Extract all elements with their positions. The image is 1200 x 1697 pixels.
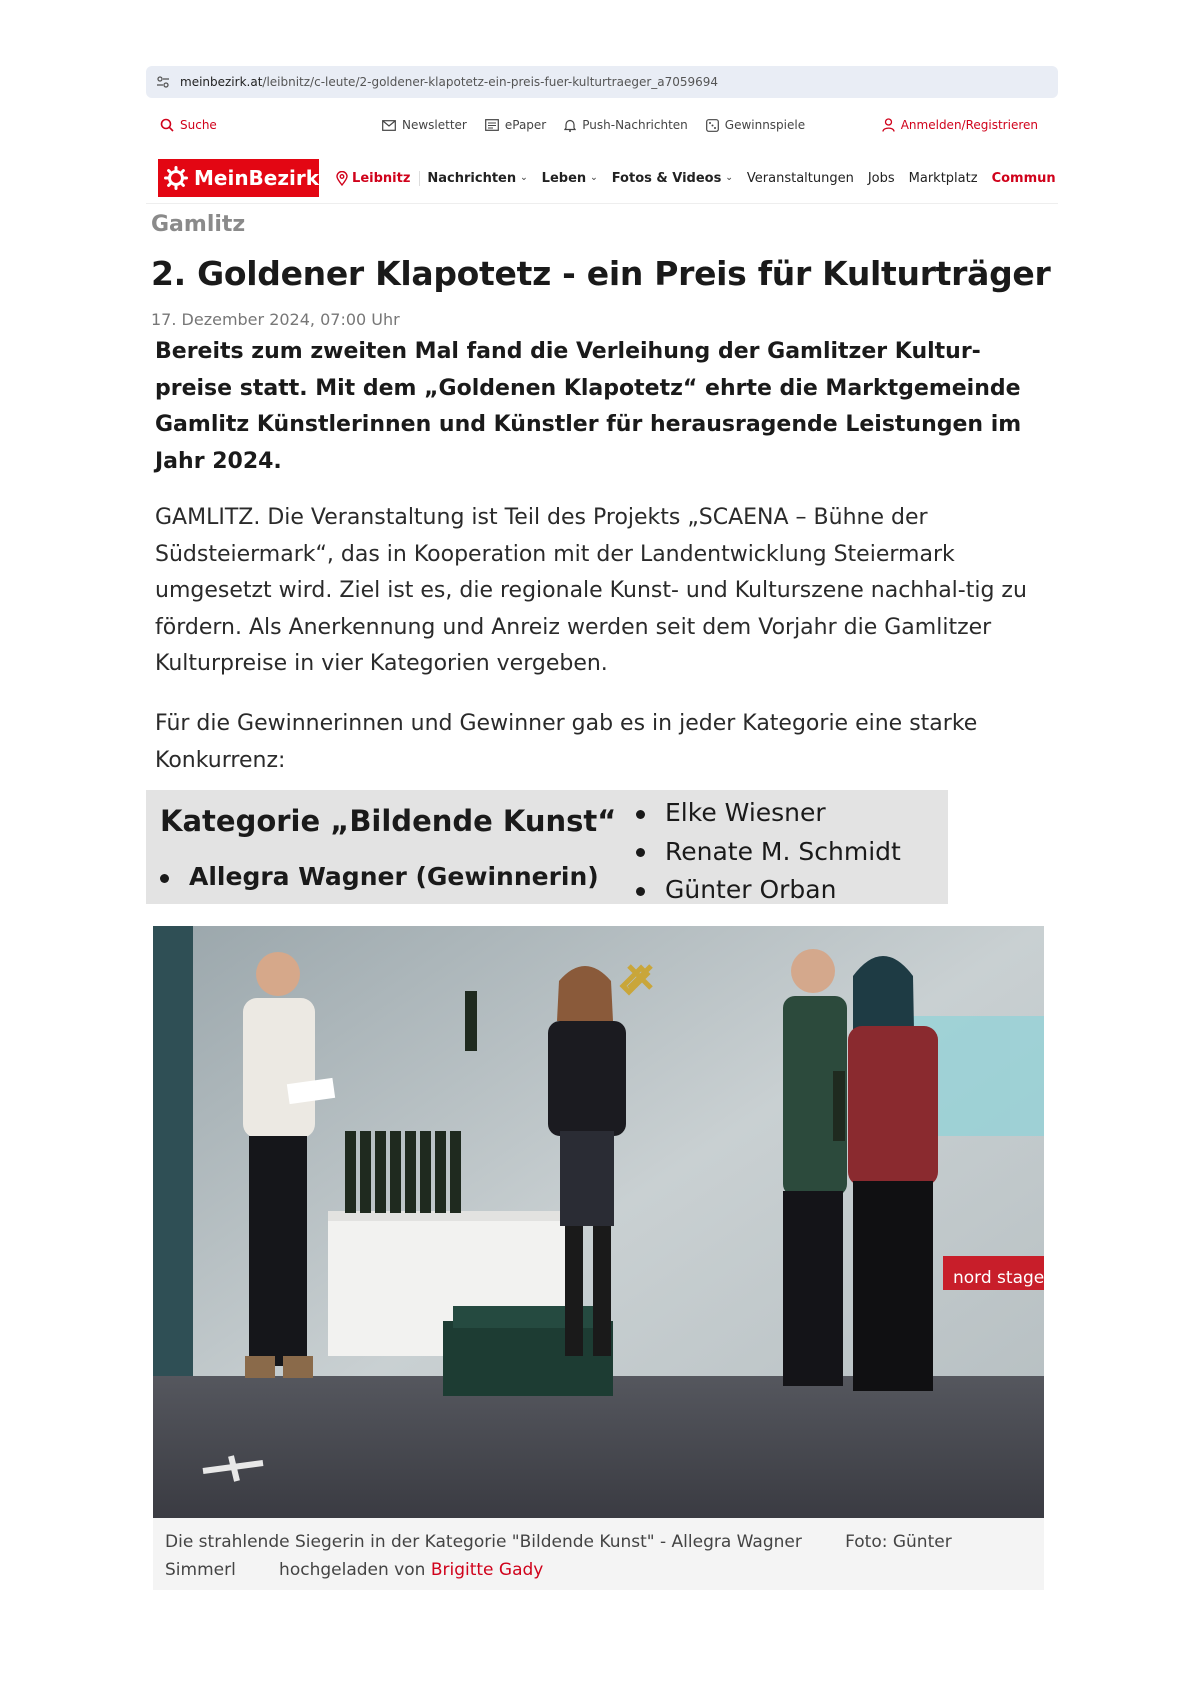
bullet-icon	[636, 887, 645, 896]
photo-credit: Foto: Günter Simmerl	[165, 1532, 952, 1580]
caption-text: Die strahlende Siegerin in der Kategorie "Bildende Kunst" - Allegra Wagner	[165, 1532, 802, 1552]
push-notifications-link[interactable]: Push-Nachrichten	[564, 118, 688, 132]
login-register-link[interactable]: Anmelden/Registrieren	[882, 118, 1038, 132]
main-navigation	[146, 156, 1058, 200]
article-lead: Bereits zum zweiten Mal fand die Verleihung der Gamlitzer Kultur-preise statt. Mit dem „Goldenen Klapotetz“ ehrte die Marktgemeinde Gamlitz Künstlerinnen und Künstler für herausragende Leistungen im Jahr 2024.	[155, 339, 1022, 474]
category-box	[146, 790, 948, 904]
category-winner: Allegra Wagner (Gewinnerin)	[160, 862, 599, 891]
sweepstakes-link[interactable]: Gewinnspiele	[706, 118, 805, 132]
article-paragraph: GAMLITZ. Die Veranstaltung ist Teil des Projekts „SCAENA – Bühne der Südsteiermark“, das in Kooperation mit der Landentwicklung Steiermark umgesetzt wird. Ziel ist es, die regionale Kunst- und Kulturszene nachhal-tig zu fördern. Als Anerkennung und Anreiz werden seit dem Vorjahr die Gamlitzer Kulturpreise in vier Kategorien vergeben.	[155, 505, 1027, 676]
nav-veranstaltungen[interactable]: Veranstaltungen	[746, 170, 854, 186]
top-links	[382, 118, 805, 132]
search-button[interactable]	[160, 118, 217, 132]
award-ceremony-photo	[153, 926, 1044, 1518]
bullet-icon	[636, 810, 645, 819]
user-icon	[882, 118, 895, 132]
mail-icon	[382, 120, 396, 131]
search-label: Suche	[180, 118, 217, 132]
article-title: 2. Goldener Klapotetz - ein Preis für Kulturträger	[151, 254, 1051, 293]
nav-marktplatz[interactable]: Marktplatz	[908, 170, 978, 186]
bell-icon	[564, 119, 576, 132]
logo-sun-icon	[164, 166, 188, 190]
nav-community[interactable]: Commun	[991, 170, 1056, 186]
category-title: Kategorie „Bildende Kunst“	[160, 804, 617, 838]
site-header	[146, 100, 1058, 204]
list-item: Günter Orban	[636, 871, 901, 910]
list-item: Renate M. Schmidt	[636, 833, 901, 872]
search-icon	[160, 118, 174, 132]
chevron-down-icon: ⌄	[590, 173, 598, 183]
address-bar[interactable]	[146, 66, 1058, 98]
site-settings-icon[interactable]	[156, 75, 170, 89]
newspaper-icon	[485, 119, 499, 131]
bullet-icon	[160, 874, 169, 883]
url-domain: meinbezirk.at	[180, 75, 263, 89]
category-nominees	[636, 794, 901, 910]
article-photo[interactable]	[153, 926, 1044, 1518]
article-kicker[interactable]: Gamlitz	[151, 212, 246, 237]
epaper-link[interactable]: ePaper	[485, 118, 546, 132]
url-path: /leibnitz/c-leute/2-goldener-klapotetz-ein-preis-fuer-kulturtraeger_a7059694	[262, 75, 719, 89]
map-pin-icon	[336, 171, 348, 186]
stage-sign-text: nord stage	[953, 1268, 1044, 1288]
chevron-down-icon: ⌄	[520, 173, 528, 183]
article-paragraph: Für die Gewinnerinnen und Gewinner gab es in jeder Kategorie eine starke Konkurrenz:	[155, 711, 978, 773]
uploaded-prefix: hochgeladen von	[279, 1560, 426, 1580]
site-logo[interactable]	[158, 159, 319, 197]
newsletter-link[interactable]: Newsletter	[382, 118, 467, 132]
logo-text: MeinBezirk	[194, 166, 320, 190]
location-selector[interactable]: Leibnitz	[329, 171, 420, 186]
uploader-link[interactable]: Brigitte Gady	[430, 1560, 544, 1580]
nav-nachrichten[interactable]: Nachrichten ⌄	[427, 170, 528, 186]
list-item: Elke Wiesner	[636, 794, 901, 833]
chevron-down-icon: ⌄	[725, 173, 733, 183]
article-date: 17. Dezember 2024, 07:00 Uhr	[151, 310, 400, 329]
nav-jobs[interactable]: Jobs	[867, 170, 895, 186]
photo-caption	[153, 1518, 1044, 1590]
nav-fotos-videos[interactable]: Fotos & Videos ⌄	[611, 170, 733, 186]
nav-leben[interactable]: Leben ⌄	[541, 170, 598, 186]
bullet-icon	[636, 848, 645, 857]
dice-icon	[706, 119, 719, 132]
